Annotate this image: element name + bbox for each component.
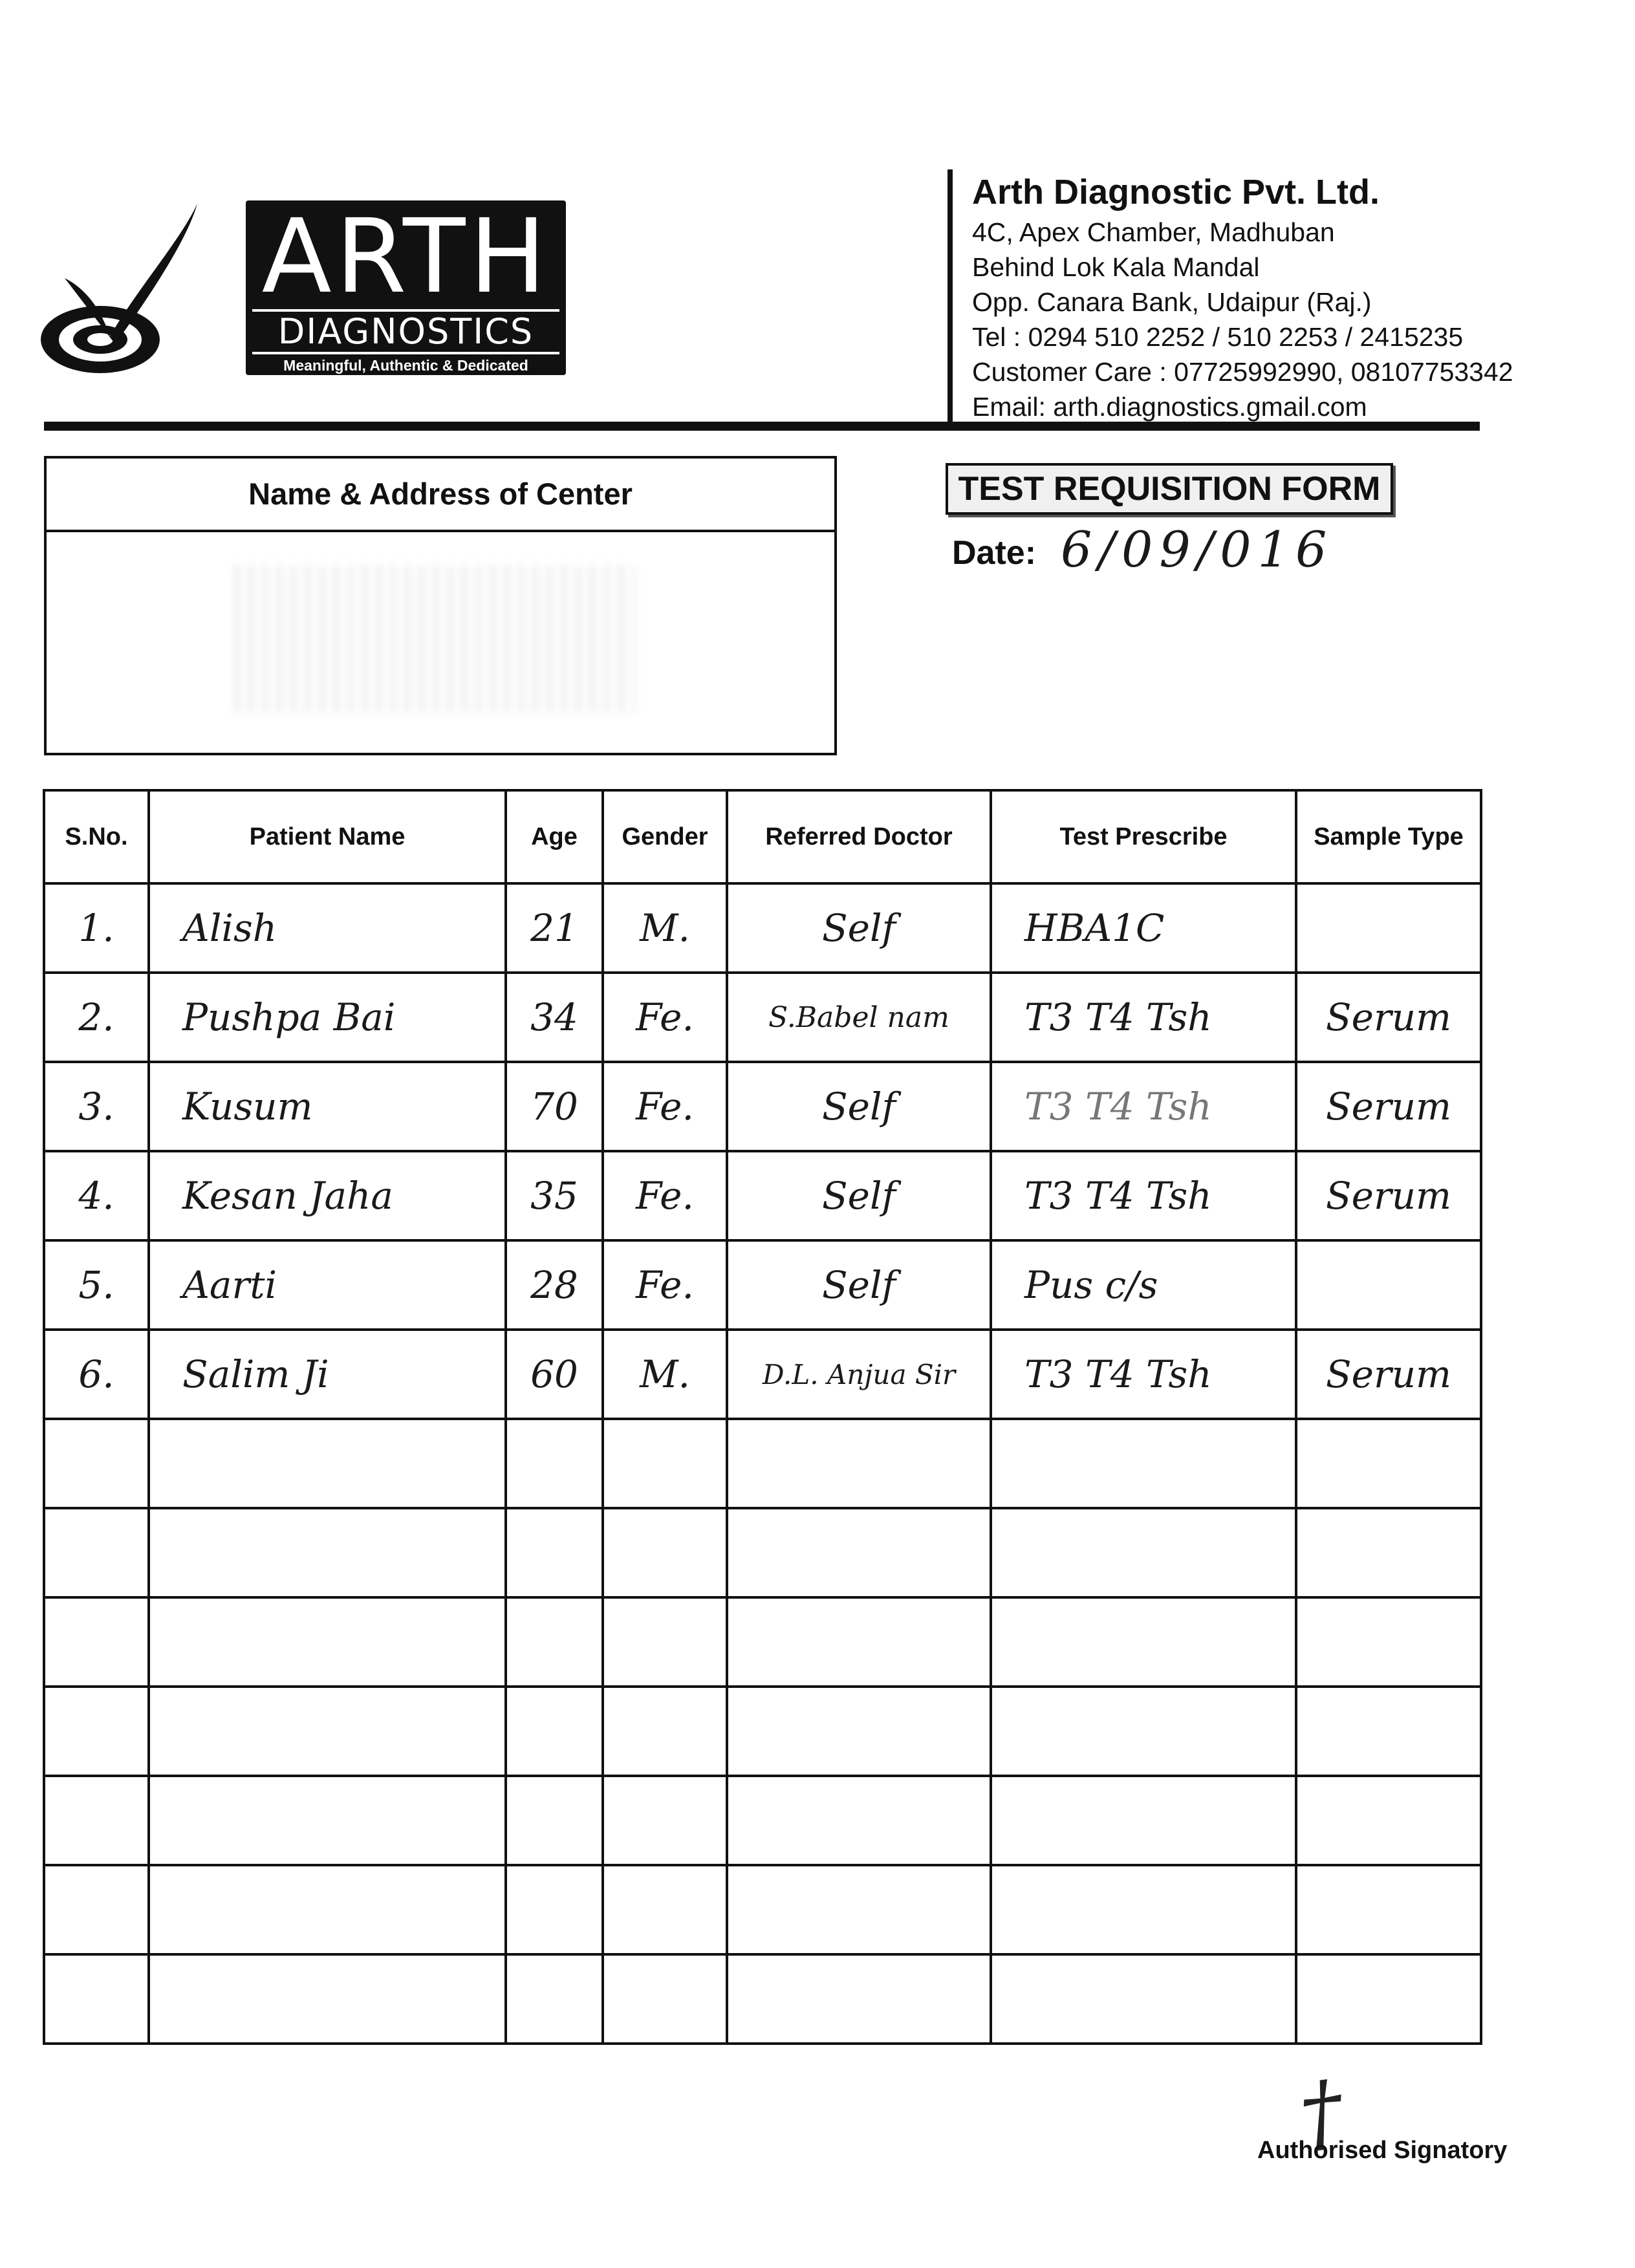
table-row: [44, 973, 1481, 1062]
cell-sno: [44, 1597, 149, 1687]
table-row: [44, 1151, 1481, 1240]
cell-age: [506, 1687, 603, 1776]
cell-test: T3 T4 Tsh: [991, 973, 1296, 1062]
cell-gender: [603, 1419, 727, 1508]
cell-doctor: [727, 1508, 991, 1597]
logo-tagline: Meaningful, Authentic & Dedicated: [283, 357, 528, 374]
cell-gender: M.: [603, 883, 727, 973]
cell-gender: [603, 1954, 727, 2044]
cell-patient-name: [149, 1597, 506, 1687]
form-title: TEST REQUISITION FORM: [946, 463, 1393, 515]
logo-wordmark: [246, 197, 566, 375]
cell-sample: [1296, 1240, 1481, 1330]
table-row: [44, 883, 1481, 973]
patient-table: [43, 789, 1482, 2045]
header-referred-doctor: Referred Doctor: [727, 790, 991, 883]
table-row: [44, 1419, 1481, 1508]
target-check-icon: [39, 194, 252, 388]
cell-test: [991, 1597, 1296, 1687]
cell-sno: 6.: [44, 1330, 149, 1419]
cell-patient-name: Kusum: [149, 1062, 506, 1151]
cell-doctor: Self: [727, 1240, 991, 1330]
header-divider: [44, 422, 1480, 431]
cell-sno: 4.: [44, 1151, 149, 1240]
cell-sample: Serum: [1296, 1062, 1481, 1151]
cell-test: [991, 1508, 1296, 1597]
cell-age: [506, 1954, 603, 2044]
cell-gender: Fe.: [603, 1240, 727, 1330]
cell-sample: [1296, 1419, 1481, 1508]
cell-sno: [44, 1865, 149, 1954]
cell-sample: [1296, 1865, 1481, 1954]
cell-patient-name: [149, 1508, 506, 1597]
cell-patient-name: [149, 1954, 506, 2044]
cell-doctor: [727, 1687, 991, 1776]
cell-patient-name: [149, 1687, 506, 1776]
table-row: [44, 1062, 1481, 1151]
cell-test: T3 T4 Tsh: [991, 1330, 1296, 1419]
date-label: Date:: [952, 534, 1037, 572]
table-row: [44, 1776, 1481, 1865]
cell-doctor: Self: [727, 883, 991, 973]
cell-doctor: Self: [727, 1062, 991, 1151]
cell-gender: Fe.: [603, 973, 727, 1062]
company-email: Email: arth.diagnostics.gmail.com: [972, 392, 1367, 422]
signatory-label: Authorised Signatory: [1257, 2137, 1508, 2164]
cell-patient-name: Salim Ji: [149, 1330, 506, 1419]
cell-gender: [603, 1508, 727, 1597]
table-row: [44, 1954, 1481, 2044]
table-row: [44, 1687, 1481, 1776]
cell-gender: Fe.: [603, 1062, 727, 1151]
table-row: [44, 1240, 1481, 1330]
header-gender: Gender: [603, 790, 727, 883]
cell-patient-name: Aarti: [149, 1240, 506, 1330]
cell-doctor: S.Babel nam: [727, 973, 991, 1062]
header-sample-type: Sample Type: [1296, 790, 1481, 883]
table-row: [44, 1508, 1481, 1597]
cell-age: 28: [506, 1240, 603, 1330]
company-customer-care: Customer Care : 07725992990, 08107753342: [972, 357, 1513, 387]
cell-sno: 2.: [44, 973, 149, 1062]
company-info: [947, 169, 1635, 423]
cell-age: [506, 1419, 603, 1508]
cell-test: T3 T4 Tsh: [991, 1151, 1296, 1240]
cell-patient-name: Kesan Jaha: [149, 1151, 506, 1240]
cell-age: 35: [506, 1151, 603, 1240]
cell-sample: [1296, 1776, 1481, 1865]
cell-sno: [44, 1687, 149, 1776]
header-sno: S.No.: [44, 790, 149, 883]
cell-age: 34: [506, 973, 603, 1062]
cell-gender: [603, 1597, 727, 1687]
header-patient-name: Patient Name: [149, 790, 506, 883]
cell-test: HBA1C: [991, 883, 1296, 973]
cell-patient-name: [149, 1865, 506, 1954]
address-line-1: 4C, Apex Chamber, Madhuban: [972, 217, 1335, 247]
cell-sample: Serum: [1296, 1151, 1481, 1240]
address-line-3: Opp. Canara Bank, Udaipur (Raj.): [972, 287, 1372, 317]
cell-sno: [44, 1508, 149, 1597]
company-name: Arth Diagnostic Pvt. Ltd.: [972, 173, 1380, 211]
cell-gender: Fe.: [603, 1151, 727, 1240]
cell-test: T3 T4 Tsh: [991, 1062, 1296, 1151]
cell-age: 70: [506, 1062, 603, 1151]
table-row: [44, 1865, 1481, 1954]
cell-doctor: [727, 1776, 991, 1865]
cell-doctor: D.L. Anjua Sir: [727, 1330, 991, 1419]
cell-gender: M.: [603, 1330, 727, 1419]
header-age: Age: [506, 790, 603, 883]
cell-sample: Serum: [1296, 973, 1481, 1062]
cell-gender: [603, 1687, 727, 1776]
cell-test: [991, 1954, 1296, 2044]
address-line-2: Behind Lok Kala Mandal: [972, 252, 1260, 282]
date-value: 6/09/016: [1061, 521, 1334, 578]
cell-age: 21: [506, 883, 603, 973]
cell-doctor: [727, 1597, 991, 1687]
cell-sample: [1296, 883, 1481, 973]
cell-age: [506, 1776, 603, 1865]
cell-sample: Serum: [1296, 1330, 1481, 1419]
redacted-center-address: [234, 565, 635, 714]
cell-test: [991, 1865, 1296, 1954]
cell-sample: [1296, 1508, 1481, 1597]
logo-subtitle: DIAGNOSTICS: [252, 309, 559, 354]
cell-patient-name: Alish: [149, 883, 506, 973]
cell-doctor: [727, 1865, 991, 1954]
cell-patient-name: Pushpa Bai: [149, 973, 506, 1062]
cell-age: [506, 1865, 603, 1954]
cell-age: [506, 1597, 603, 1687]
table-row: [44, 1597, 1481, 1687]
cell-sno: [44, 1776, 149, 1865]
header-test-prescribe: Test Prescribe: [991, 790, 1296, 883]
cell-patient-name: [149, 1419, 506, 1508]
center-address-box: [44, 456, 837, 755]
table-row: [44, 1330, 1481, 1419]
cell-gender: [603, 1865, 727, 1954]
cell-test: [991, 1776, 1296, 1865]
cell-test: [991, 1687, 1296, 1776]
cell-age: [506, 1508, 603, 1597]
cell-sno: 1.: [44, 883, 149, 973]
center-heading: Name & Address of Center: [47, 459, 834, 532]
cell-doctor: Self: [727, 1151, 991, 1240]
cell-doctor: [727, 1419, 991, 1508]
table-header-row: [44, 790, 1481, 883]
cell-patient-name: [149, 1776, 506, 1865]
company-logo: [39, 194, 550, 388]
cell-sno: 3.: [44, 1062, 149, 1151]
logo-brand: ARTH: [261, 197, 550, 316]
cell-sample: [1296, 1954, 1481, 2044]
cell-age: 60: [506, 1330, 603, 1419]
cell-test: [991, 1419, 1296, 1508]
cell-test: Pus c/s: [991, 1240, 1296, 1330]
cell-sample: [1296, 1687, 1481, 1776]
company-tel: Tel : 0294 510 2252 / 510 2253 / 2415235: [972, 322, 1464, 352]
cell-doctor: [727, 1954, 991, 2044]
signature-scribble: †: [1294, 2060, 1349, 2165]
cell-sno: [44, 1419, 149, 1508]
cell-sno: 5.: [44, 1240, 149, 1330]
cell-sample: [1296, 1597, 1481, 1687]
cell-sno: [44, 1954, 149, 2044]
cell-gender: [603, 1776, 727, 1865]
